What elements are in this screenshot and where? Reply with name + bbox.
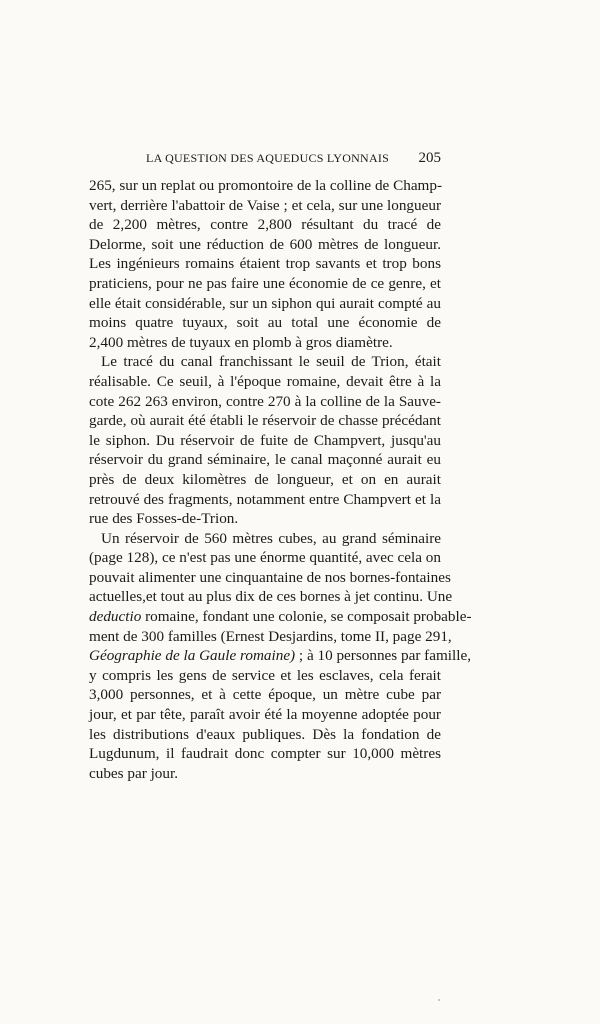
paragraph-3 [89,529,472,784]
page-number: 205 [418,150,441,166]
text-line: près de deux kilomètres de longueur, et on en aurait [89,470,441,488]
text-line: cubes par jour. [89,764,178,782]
text-line: 2,400 mètres de tuyaux en plomb à gros diamètre. [89,333,393,351]
text-line: réservoir du grand séminaire, le canal maçonné aurait eu [89,451,441,469]
text-line: elle était considérable, sur un siphon qui aurait compté au [89,294,441,312]
text-line: le siphon. Du réservoir de fuite de Champvert, jusqu'au [89,431,441,449]
paragraph-1 [89,176,441,352]
body-text [89,176,472,783]
text-line [89,646,471,666]
text-line [89,607,472,627]
text-line: Delorme, soit une réduction de 600 mètres de longueur. [89,235,441,253]
text-line: jour, et par tête, paraît avoir été la moyenne adoptée pour [89,706,441,724]
line-continuation: ; à 10 personnes par famille, [295,647,471,665]
text-line: 3,000 personnes, et à cette époque, un mètre cube par [89,686,441,704]
text-line: retrouvé des fragments, notamment entre Champvert et la [89,490,441,508]
text-line: Un réservoir de 560 mètres cubes, au grand séminaire [101,529,441,547]
text-line: Le tracé du canal franchissant le seuil de Trion, était [101,353,441,371]
text-line: les distributions d'eaux publiques. Dès la fondation de [89,725,441,743]
text-line: garde, où aurait été établi le réservoir de chasse précédant [89,412,441,430]
paper-speck [438,999,440,1001]
running-head [89,150,441,170]
text-line: y compris les gens de service et les esclaves, cela ferait [89,666,441,684]
text-line: réalisable. Ce seuil, à l'époque romaine, devait être à la [89,372,441,390]
text-line: pouvait alimenter une cinquantaine de nos bornes-fontaines [89,568,451,586]
line-continuation: romaine, fondant une colonie, se composait probable- [141,608,472,626]
text-line: moins quatre tuyaux, soit au total une économie de [89,314,441,332]
italic-citation: Géographie de la Gaule romaine) [89,647,296,665]
text-line: actuelles,et tout au plus dix de ces bornes à jet continu. Une [89,588,453,606]
text-line: vert, derrière l'abattoir de Vaise ; et cela, sur une longueur [89,196,441,214]
paragraph-2 [89,352,441,528]
text-line: de 2,200 mètres, contre 2,800 résultant du tracé de [89,216,441,234]
italic-term: deductio [89,608,142,626]
running-title: LA QUESTION DES AQUEDUCS LYONNAIS [146,151,390,165]
text-line: 265, sur un replat ou promontoire de la colline de Champ- [89,177,443,194]
text-line: (page 128), ce n'est pas une énorme quantité, avec cela on [89,549,441,567]
text-line: cote 262 263 environ, contre 270 à la colline de la Sauve- [89,392,441,410]
text-line: praticiens, pour ne pas faire une économie de ce genre, et [89,274,441,292]
text-line: rue des Fosses-de-Trion. [89,510,239,528]
text-line: Lugdunum, il faudrait donc compter sur 10,000 mètres [89,745,441,763]
text-line: ment de 300 familles (Ernest Desjardins, tome II, page 291, [89,627,452,645]
text-line: Les ingénieurs romains étaient trop savants et trop bons [89,255,441,273]
